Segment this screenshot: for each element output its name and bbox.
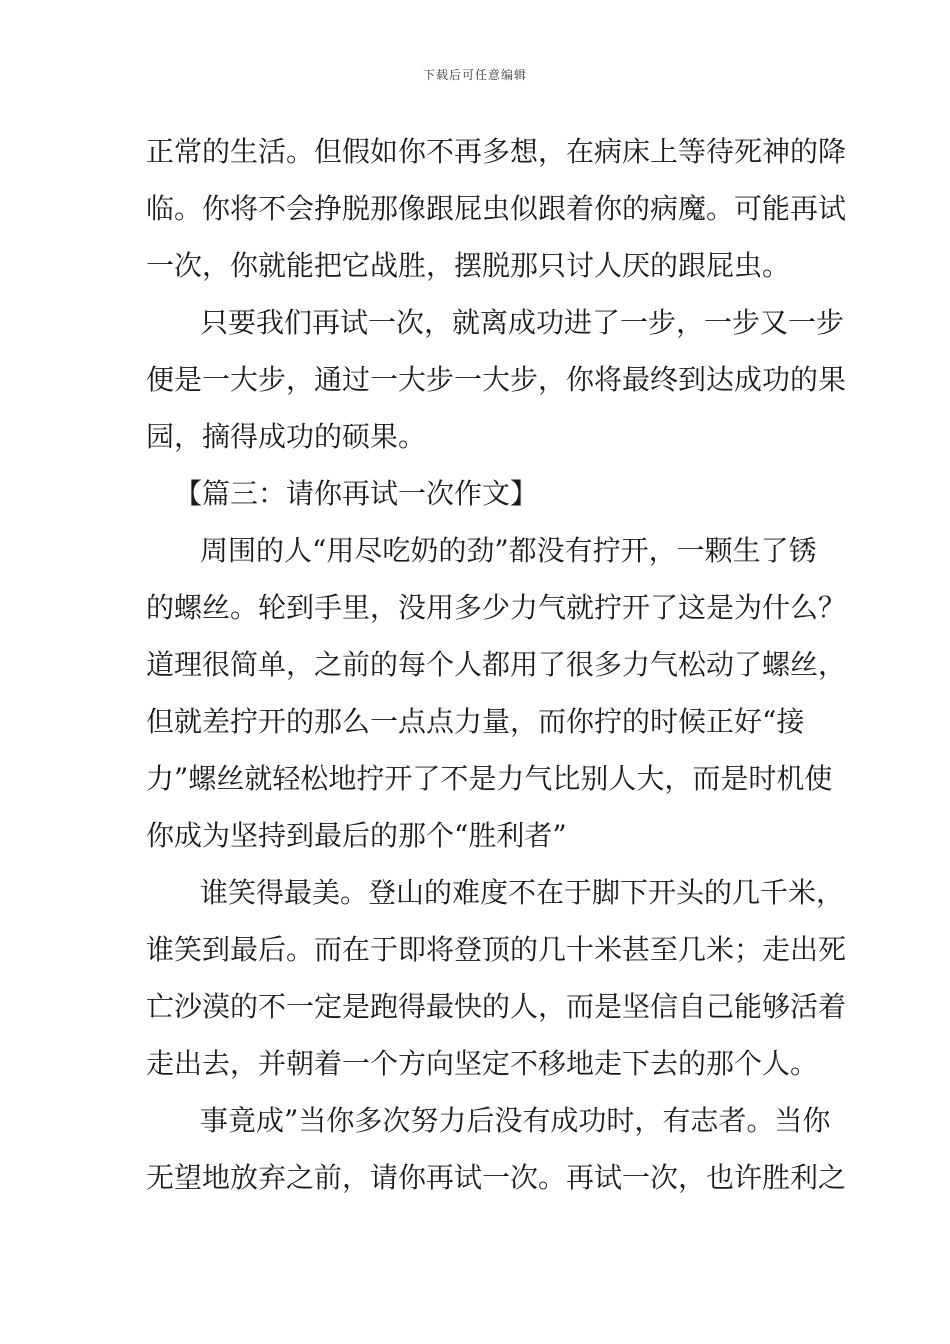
text-line-content: 亡沙漠的不一定是跑得最快的人，而是坚信自己能够活着 <box>146 990 847 1023</box>
header-note: 下载后可任意编辑 <box>422 68 527 82</box>
text-line-content: 只要我们再试一次，就离成功进了一步，一步又一步 <box>200 306 845 339</box>
text-line <box>0 588 950 628</box>
text-line <box>0 759 950 799</box>
text-line-content: 的螺丝。轮到手里，没用多少力气就拧开了这是为什么？ <box>146 591 847 624</box>
text-line <box>0 702 950 742</box>
text-line-content: 力”螺丝就轻松地拧开了不是力气比别人大，而是时机使 <box>146 762 833 795</box>
text-line-content: 临。你将不会挣脱那像跟屁虫似跟着你的病魔。可能再试 <box>146 192 847 225</box>
text-line-content: 一次，你就能把它战胜，摆脱那只讨人厌的跟屁虫。 <box>146 249 791 282</box>
text-line-content: 正常的生活。但假如你不再多想，在病床上等待死神的降 <box>146 135 847 168</box>
section-heading-text: 【篇三：请你再试一次作文】 <box>174 477 539 510</box>
text-line <box>0 873 950 913</box>
text-line <box>0 360 950 400</box>
text-line-content: 谁笑得最美。登山的难度不在于脚下开头的几千米， <box>200 876 845 909</box>
text-line <box>0 987 950 1027</box>
text-line <box>0 417 950 457</box>
text-line <box>0 531 950 571</box>
text-line-content: 园，摘得成功的硕果。 <box>146 420 427 453</box>
text-line-content: 便是一大步，通过一大步一大步，你将最终到达成功的果 <box>146 363 847 396</box>
text-line-content: 道理很简单，之前的每个人都用了很多力气松动了螺丝， <box>146 648 847 681</box>
text-line <box>0 816 950 856</box>
text-line <box>0 1101 950 1141</box>
text-line <box>0 1158 950 1198</box>
text-line <box>0 930 950 970</box>
text-line-content: 谁笑到最后。而在于即将登顶的几十米甚至几米；走出死 <box>146 933 847 966</box>
text-line <box>0 132 950 172</box>
text-line-content: 但就差拧开的那么一点点力量，而你拧的时候正好“接 <box>146 705 805 738</box>
section-heading <box>0 474 950 514</box>
text-line-content: 周围的人“用尽吃奶的劲”都没有拧开，一颗生了锈 <box>200 534 817 567</box>
text-line <box>0 1044 950 1084</box>
text-line-content: 无望地放弃之前，请你再试一次。再试一次，也许胜利之 <box>146 1161 847 1194</box>
text-line <box>0 246 950 286</box>
text-line-content: 走出去，并朝着一个方向坚定不移地走下去的那个人。 <box>146 1047 819 1080</box>
text-line <box>0 189 950 229</box>
text-line <box>0 645 950 685</box>
text-line-content: 事竟成”当你多次努力后没有成功时，有志者。当你 <box>200 1104 831 1137</box>
text-line <box>0 303 950 343</box>
text-line-content: 你成为坚持到最后的那个“胜利者” <box>146 819 567 852</box>
